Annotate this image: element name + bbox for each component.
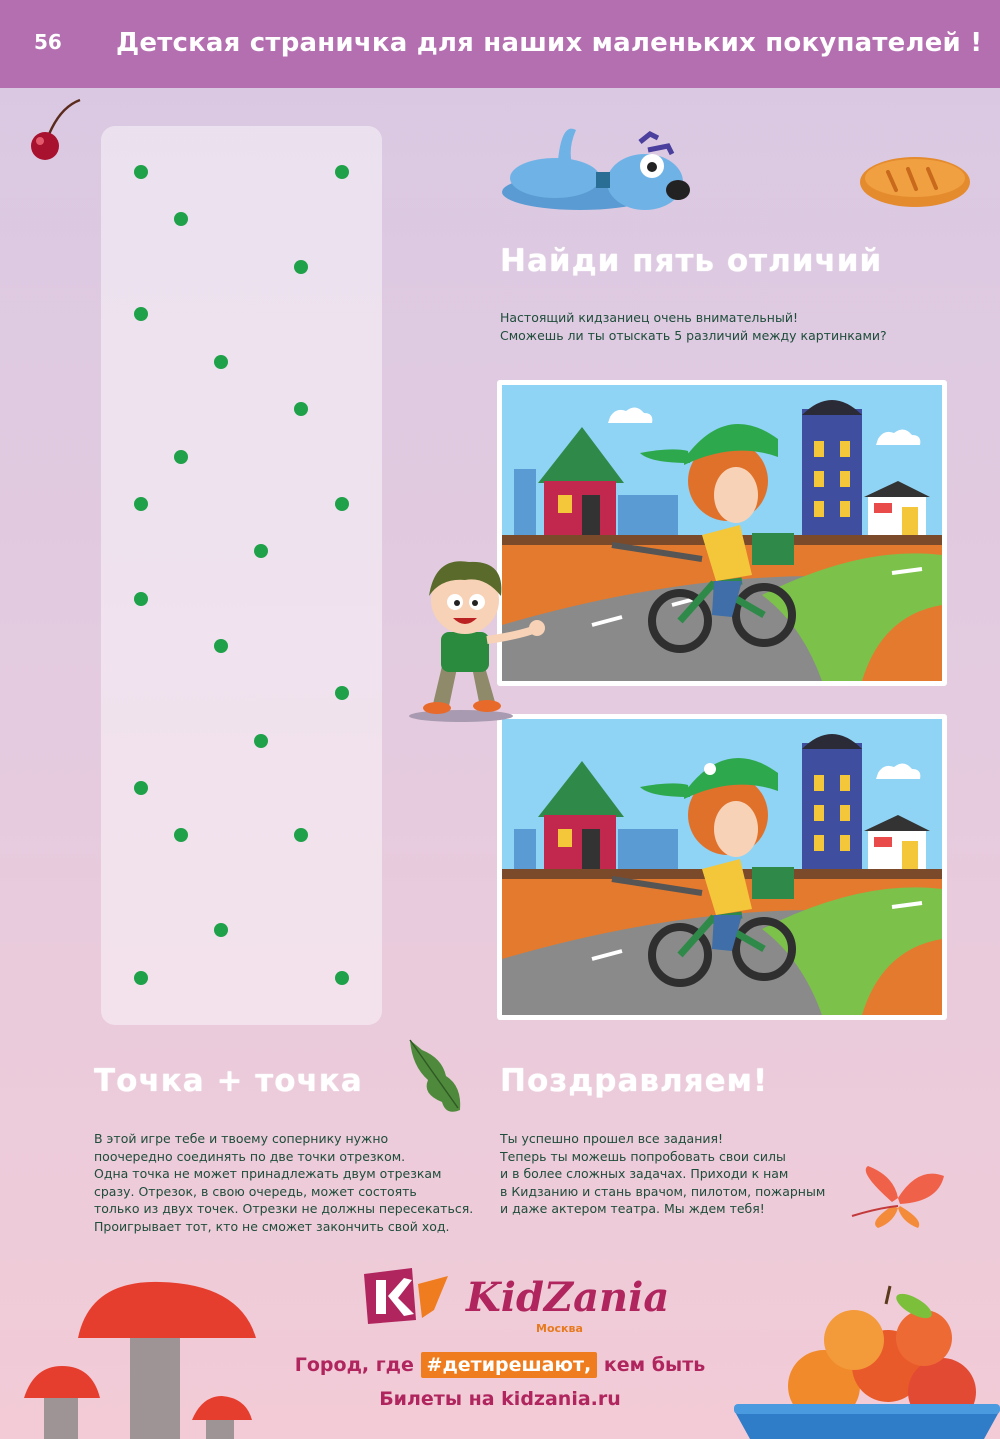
game-dot[interactable]: [254, 734, 268, 748]
slogan-end: кем быть: [603, 1354, 706, 1376]
game-dot[interactable]: [134, 592, 148, 606]
kidzania-logo: [360, 1266, 670, 1336]
game-dot[interactable]: [134, 971, 148, 985]
kidzania-logo-icon: [360, 1266, 456, 1326]
page-number: 56: [34, 30, 62, 54]
game-dot[interactable]: [134, 307, 148, 321]
slogan: [0, 1354, 1000, 1376]
kid-character-illustration: [405, 552, 553, 724]
tickets-link[interactable]: Билеты на kidzania.ru: [379, 1388, 621, 1410]
bread-icon: [858, 152, 972, 212]
cherry-icon: [28, 98, 84, 164]
puzzle-picture-bottom: [497, 714, 947, 1020]
dot-game-text: В этой игре тебе и твоему сопернику нужно поочередно соединять по две точки отрезком. Одна точка не может принадлежать двум отрезкам сразу. Отрезок, в свою очередь, может состоять только из двух точек. Отрезки не должны пересекаться. Проигрывает тот, кто не сможет закончить свой ход.: [94, 1131, 474, 1234]
dot-game-board: [101, 126, 382, 1025]
game-dot[interactable]: [335, 497, 349, 511]
slogan-start: Город, где: [294, 1354, 414, 1376]
dot-game-title: Точка + точка: [94, 1063, 363, 1099]
game-dot[interactable]: [134, 781, 148, 795]
game-dot[interactable]: [294, 828, 308, 842]
game-dot[interactable]: [214, 923, 228, 937]
leaf-icon: [402, 1036, 464, 1116]
congrats-title: Поздравляем!: [500, 1063, 769, 1099]
game-dot[interactable]: [335, 165, 349, 179]
game-dot[interactable]: [294, 402, 308, 416]
brand-city: Москва: [536, 1322, 583, 1335]
scene-illustration: [502, 385, 942, 681]
game-dot[interactable]: [134, 497, 148, 511]
game-dot[interactable]: [214, 355, 228, 369]
page-header: [0, 0, 1000, 88]
game-dot[interactable]: [174, 450, 188, 464]
puzzle-picture-top: [497, 380, 947, 686]
butterfly-icon: [848, 1162, 948, 1230]
scene-illustration-variant: [502, 719, 942, 1015]
game-dot[interactable]: [335, 971, 349, 985]
congrats-text: Ты успешно прошел все задания! Теперь ты можешь попробовать свои силы и в более сложных задачах. Приходи к нам в Кидзанию и стань врачом, пилотом, пожарным и даже актером театра. Мы ждем тебя!: [500, 1131, 826, 1217]
find-differences-title: Найди пять отличий: [500, 243, 883, 279]
dog-illustration: [500, 120, 695, 215]
page-title: Детская страничка для наших маленьких покупателей !: [116, 28, 983, 58]
game-dot[interactable]: [134, 165, 148, 179]
game-dot[interactable]: [214, 639, 228, 653]
slogan-hashtag: #детирешают,: [421, 1352, 598, 1378]
game-dot[interactable]: [174, 212, 188, 226]
brand-name: KidZania: [466, 1274, 670, 1321]
game-dot[interactable]: [294, 260, 308, 274]
game-dot[interactable]: [254, 544, 268, 558]
find-differences-text: Настоящий кидзаниец очень внимательный! Сможешь ли ты отыскать 5 различий между картинками?: [500, 310, 887, 343]
game-dot[interactable]: [174, 828, 188, 842]
game-dot[interactable]: [335, 686, 349, 700]
